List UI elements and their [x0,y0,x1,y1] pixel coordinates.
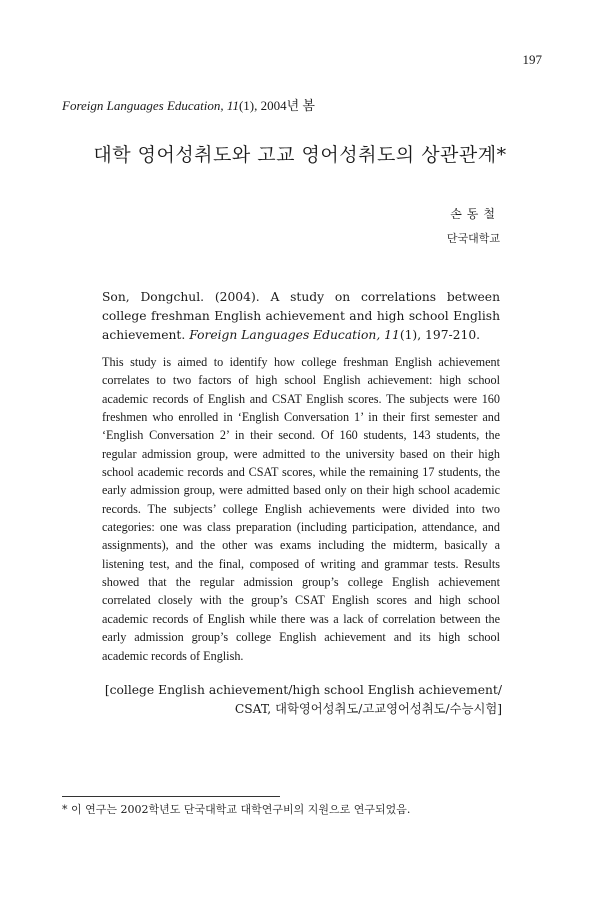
journal-volume: 11 [226,98,239,113]
page-number: 197 [522,52,542,67]
footnote-rule [62,796,280,797]
paper-title: 대학 영어성취도와 고교 영어성취도의 상관관계* [93,144,507,166]
author-name: 손동철 [450,207,500,221]
citation [102,288,500,345]
keywords-line-2: CSAT, 대학영어성취도/고교영어성취도/수능시험] [234,702,502,716]
footnote: * 이 연구는 2002학년도 단국대학교 대학연구비의 지원으로 연구되었음. [62,803,411,816]
citation-pages: (1), 197-210. [399,328,481,342]
journal-line [62,95,315,114]
journal-issue: (1), [238,98,258,113]
keywords-line-1: [college English achievement/high school English achievement/ [104,683,502,697]
author-affiliation: 단국대학교 [446,232,500,245]
citation-journal: Foreign Languages Education, 11 [189,328,400,342]
citation-text: Son, Dongchul. (2004). A study on correlations between college freshman English achievement and high school English achievement. [102,290,500,342]
journal-name: Foreign Languages Education, [62,98,224,113]
journal-year: 2004년 봄 [260,98,315,113]
abstract: This study is aimed to identify how college freshman English achievement correlates to two factors of high school English achievement: high school academic records of English and CSAT English scores. The subjects were 160 freshmen who enrolled in ‘English Conversation 1’ in their first semester and ‘English Conversation 2’ in their second. Of 160 students, 143 students, the regular admission group, were admitted to the university based on their high school academic records and CSAT scores, while the remaining 17 students, the early admission group, were admitted based only on their high school academic records. The subjects’ college English achievements were divided into two categories: one was class preparation (including participation, attendance, and assignments), and the other was exams including the midterm, basically a listening test, and the final, composed of writing and grammar tests. Results showed that the regular admission group’s college English achievement correlated closely with the group’s CSAT English scores and high school academic records of English while there was a lack of correlation between the early admission group’s college English achievement and its high school academic records of English. [102,355,500,663]
keywords [102,681,502,719]
